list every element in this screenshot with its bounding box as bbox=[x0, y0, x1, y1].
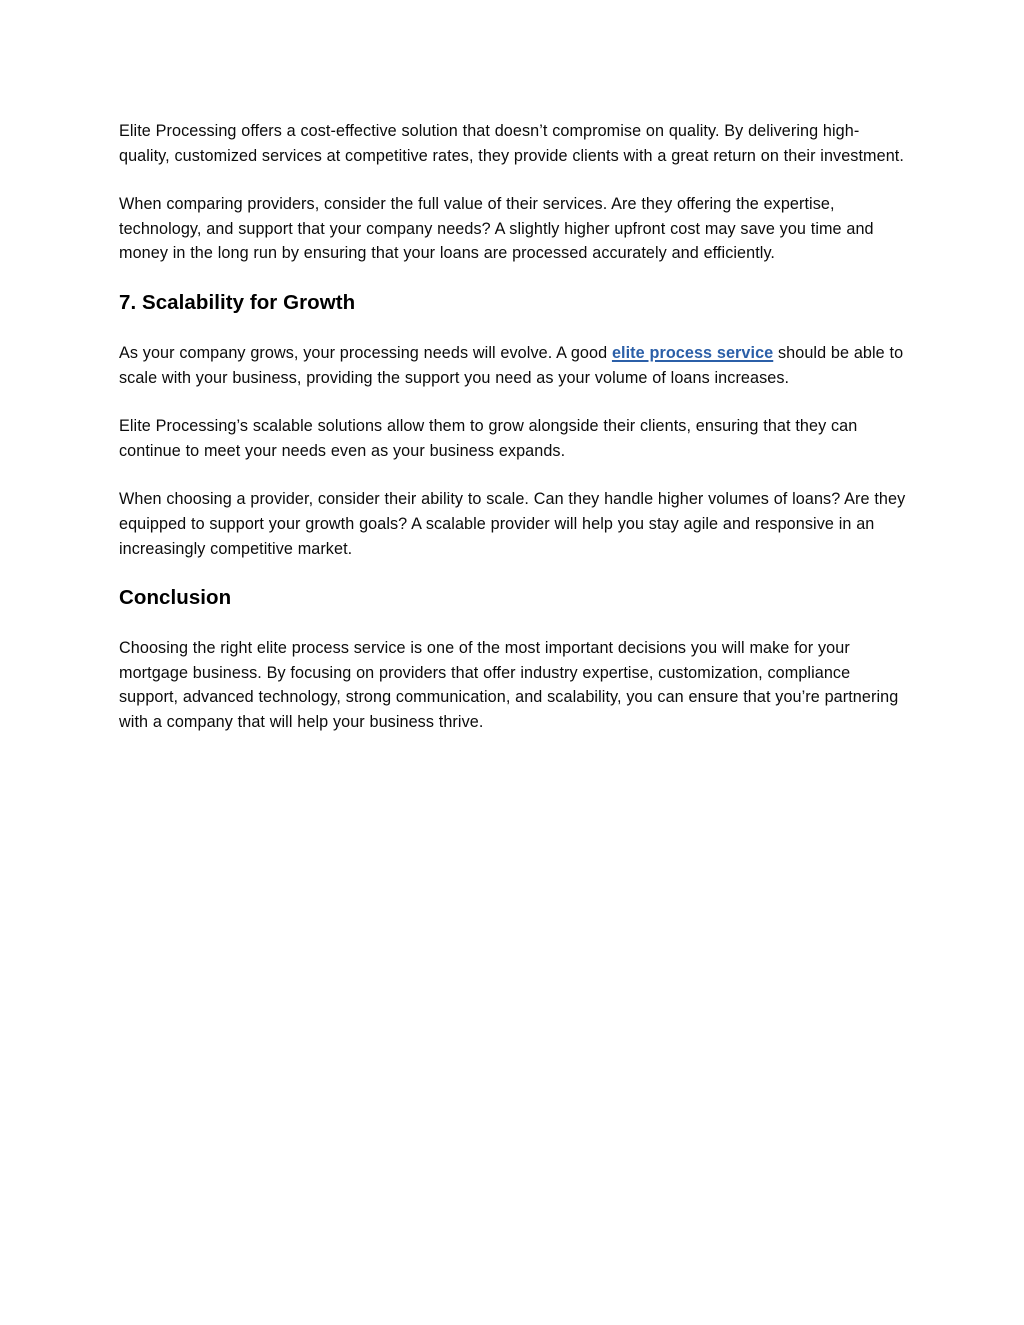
heading-scalability: 7. Scalability for Growth bbox=[119, 290, 356, 314]
section-heading-scalability-block bbox=[119, 290, 906, 316]
heading-conclusion: Conclusion bbox=[119, 586, 232, 610]
section-heading-conclusion-block bbox=[119, 585, 906, 611]
link-elite-process-service[interactable]: elite process service bbox=[611, 343, 774, 362]
paragraph-scalability-text-before: As your company grows, your processing needs will evolve. A good bbox=[119, 343, 612, 362]
paragraph-scalable-solutions: Elite Processing’s scalable solutions allow them to grow alongside their clients, ensuring that they can continue to meet your needs even as your business expands. bbox=[119, 417, 858, 460]
document-body bbox=[119, 119, 906, 735]
paragraph-scalability-text-after: should be able to scale with your business, providing the support you need as your volume of loans increases. bbox=[119, 343, 904, 387]
paragraph-conclusion-body: Choosing the right elite process service is one of the most important decisions you will make for your mortgage business. By focusing on providers that offer industry expertise, customization, compliance support, advanced technology, strong communication, and scalability, you can ensure that you’re partnering with a company that will help your business thrive. bbox=[119, 639, 899, 731]
paragraph-cost-effective: Elite Processing offers a cost-effective solution that doesn’t compromise on quality. By delivering high-quality, customized services at competitive rates, they provide clients with a great return on their investment. bbox=[119, 122, 904, 165]
paragraph-choosing-provider: When choosing a provider, consider their ability to scale. Can they handle higher volumes of loans? Are they equipped to support your growth goals? A scalable provider will help you stay agile and responsive in an increasingly competitive market. bbox=[119, 490, 906, 558]
paragraph-comparing-providers: When comparing providers, consider the full value of their services. Are they offering the expertise, technology, and support that your company needs? A slightly higher upfront cost may save you time and money in the long run by ensuring that your loans are processed accurately and efficiently. bbox=[119, 195, 874, 263]
paragraph-scalability-intro bbox=[119, 341, 906, 390]
